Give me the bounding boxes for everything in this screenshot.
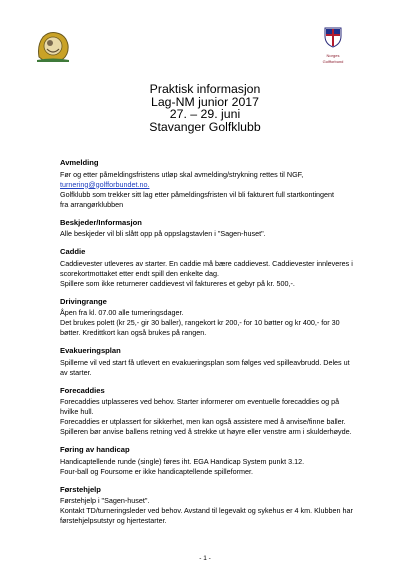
page-number: - 1 - — [199, 555, 211, 562]
section-heading: Avmelding — [60, 158, 99, 167]
section-avmelding — [60, 158, 365, 210]
body-line: Spilleren bør anvise ballens retning ved å strekke ut høyre eller venstre arm i skulderhøyde. — [60, 427, 352, 436]
body-line: Handicaptellende runde (single) føres iht. EGA Handicap System punkt 3.12. — [60, 456, 305, 466]
body-line: Åpen fra kl. 07.00 alle turneringsdager. — [60, 308, 184, 317]
body-line: fra arrangørklubben — [60, 199, 124, 209]
email-link[interactable]: turnering@golfforbundet.no. — [60, 179, 150, 189]
body-line: Golfklubb som trekker sitt lag etter påmeldingsfristen vil bli fakturert full startkontingent — [60, 189, 335, 199]
body-line: Kontakt TD/turneringsleder ved behov. Avstand til legevakt og sykehus er 4 km. Klubben har — [60, 506, 353, 515]
document-title — [60, 83, 350, 133]
section-heading: Drivingrange — [60, 296, 107, 306]
body-line: Det brukes polett (kr 25,- gir 30 baller), rangekort kr 200,- for 10 bøtter og kr 400,- for 30 — [60, 318, 340, 327]
body-line: av starter. — [60, 367, 92, 377]
section-heading: Caddie — [60, 247, 86, 256]
body-line: Spillerne vil ved start få utlevert en evakueringsplan som følges ved spilleavbrudd. Deles ut — [60, 357, 350, 367]
section-heading: Beskjeder/Informasjon — [60, 217, 142, 227]
section-beskjeder — [60, 218, 365, 240]
section-heading: Førstehjelp — [60, 484, 101, 494]
section-evakueringsplan — [60, 346, 365, 378]
section-handicap — [60, 445, 365, 477]
title-line: Lag-NM junior 2017 — [150, 94, 259, 109]
body-line: bøtter. Kredittkort kan også brukes på rangen. — [60, 328, 207, 337]
section-heading: Føring av handicap — [60, 445, 130, 454]
body-line: Alle beskjeder vil bli slått opp på oppslagstavlen i "Sagen-huset". — [60, 229, 266, 238]
title-line: Praktisk informasjon — [149, 82, 261, 96]
norges-golfforbund-shield-icon — [323, 26, 343, 48]
logo-text-line-2: Golfforbund — [322, 58, 344, 64]
section-heading: Evakueringsplan — [60, 346, 121, 355]
golf-club-crest-icon — [33, 27, 73, 63]
body-line: Spillere som ikke returnerer caddievest vil faktureres et gebyr på kr. 500,-. — [60, 278, 295, 288]
section-caddie — [60, 247, 365, 289]
title-line: Stavanger Golfklubb — [149, 119, 261, 134]
norges-golfforbund-logo — [313, 26, 353, 70]
body-line: Forecaddies er utplassert for sikkerhet, men kan også assistere med å anvise/finne baller. — [60, 417, 346, 426]
body-line: Four-ball og Foursome er ikke handicaptellende spilleformer. — [60, 466, 253, 476]
body-line: førstehjelpsutstyr og hjertestarter. — [60, 516, 167, 525]
body-line: Før og etter påmeldingsfristens utløp skal avmelding/strykning rettes til NGF, — [60, 169, 304, 179]
body-line: Førstehjelp i "Sagen-huset". — [60, 496, 150, 505]
section-drivingrange — [60, 297, 365, 339]
body-line: Forecaddies utplasseres ved behov. Starter informerer om eventuelle forecaddies og på — [60, 397, 340, 406]
section-forstehjelp — [60, 485, 365, 527]
body-line: hvilke hull. — [60, 407, 94, 416]
title-line: 27. – 29. juni — [169, 107, 241, 122]
body-line: Caddievester utleveres av starter. En caddie må bære caddievest. Caddievester innleveres i — [60, 258, 353, 268]
section-forecaddies — [60, 386, 365, 438]
document-body — [60, 158, 365, 534]
logo-text-line-1: Norges — [326, 53, 340, 58]
body-line: scorekortmottaket etter endt spill den enkelte dag. — [60, 268, 220, 278]
section-heading: Forecaddies — [60, 385, 105, 395]
